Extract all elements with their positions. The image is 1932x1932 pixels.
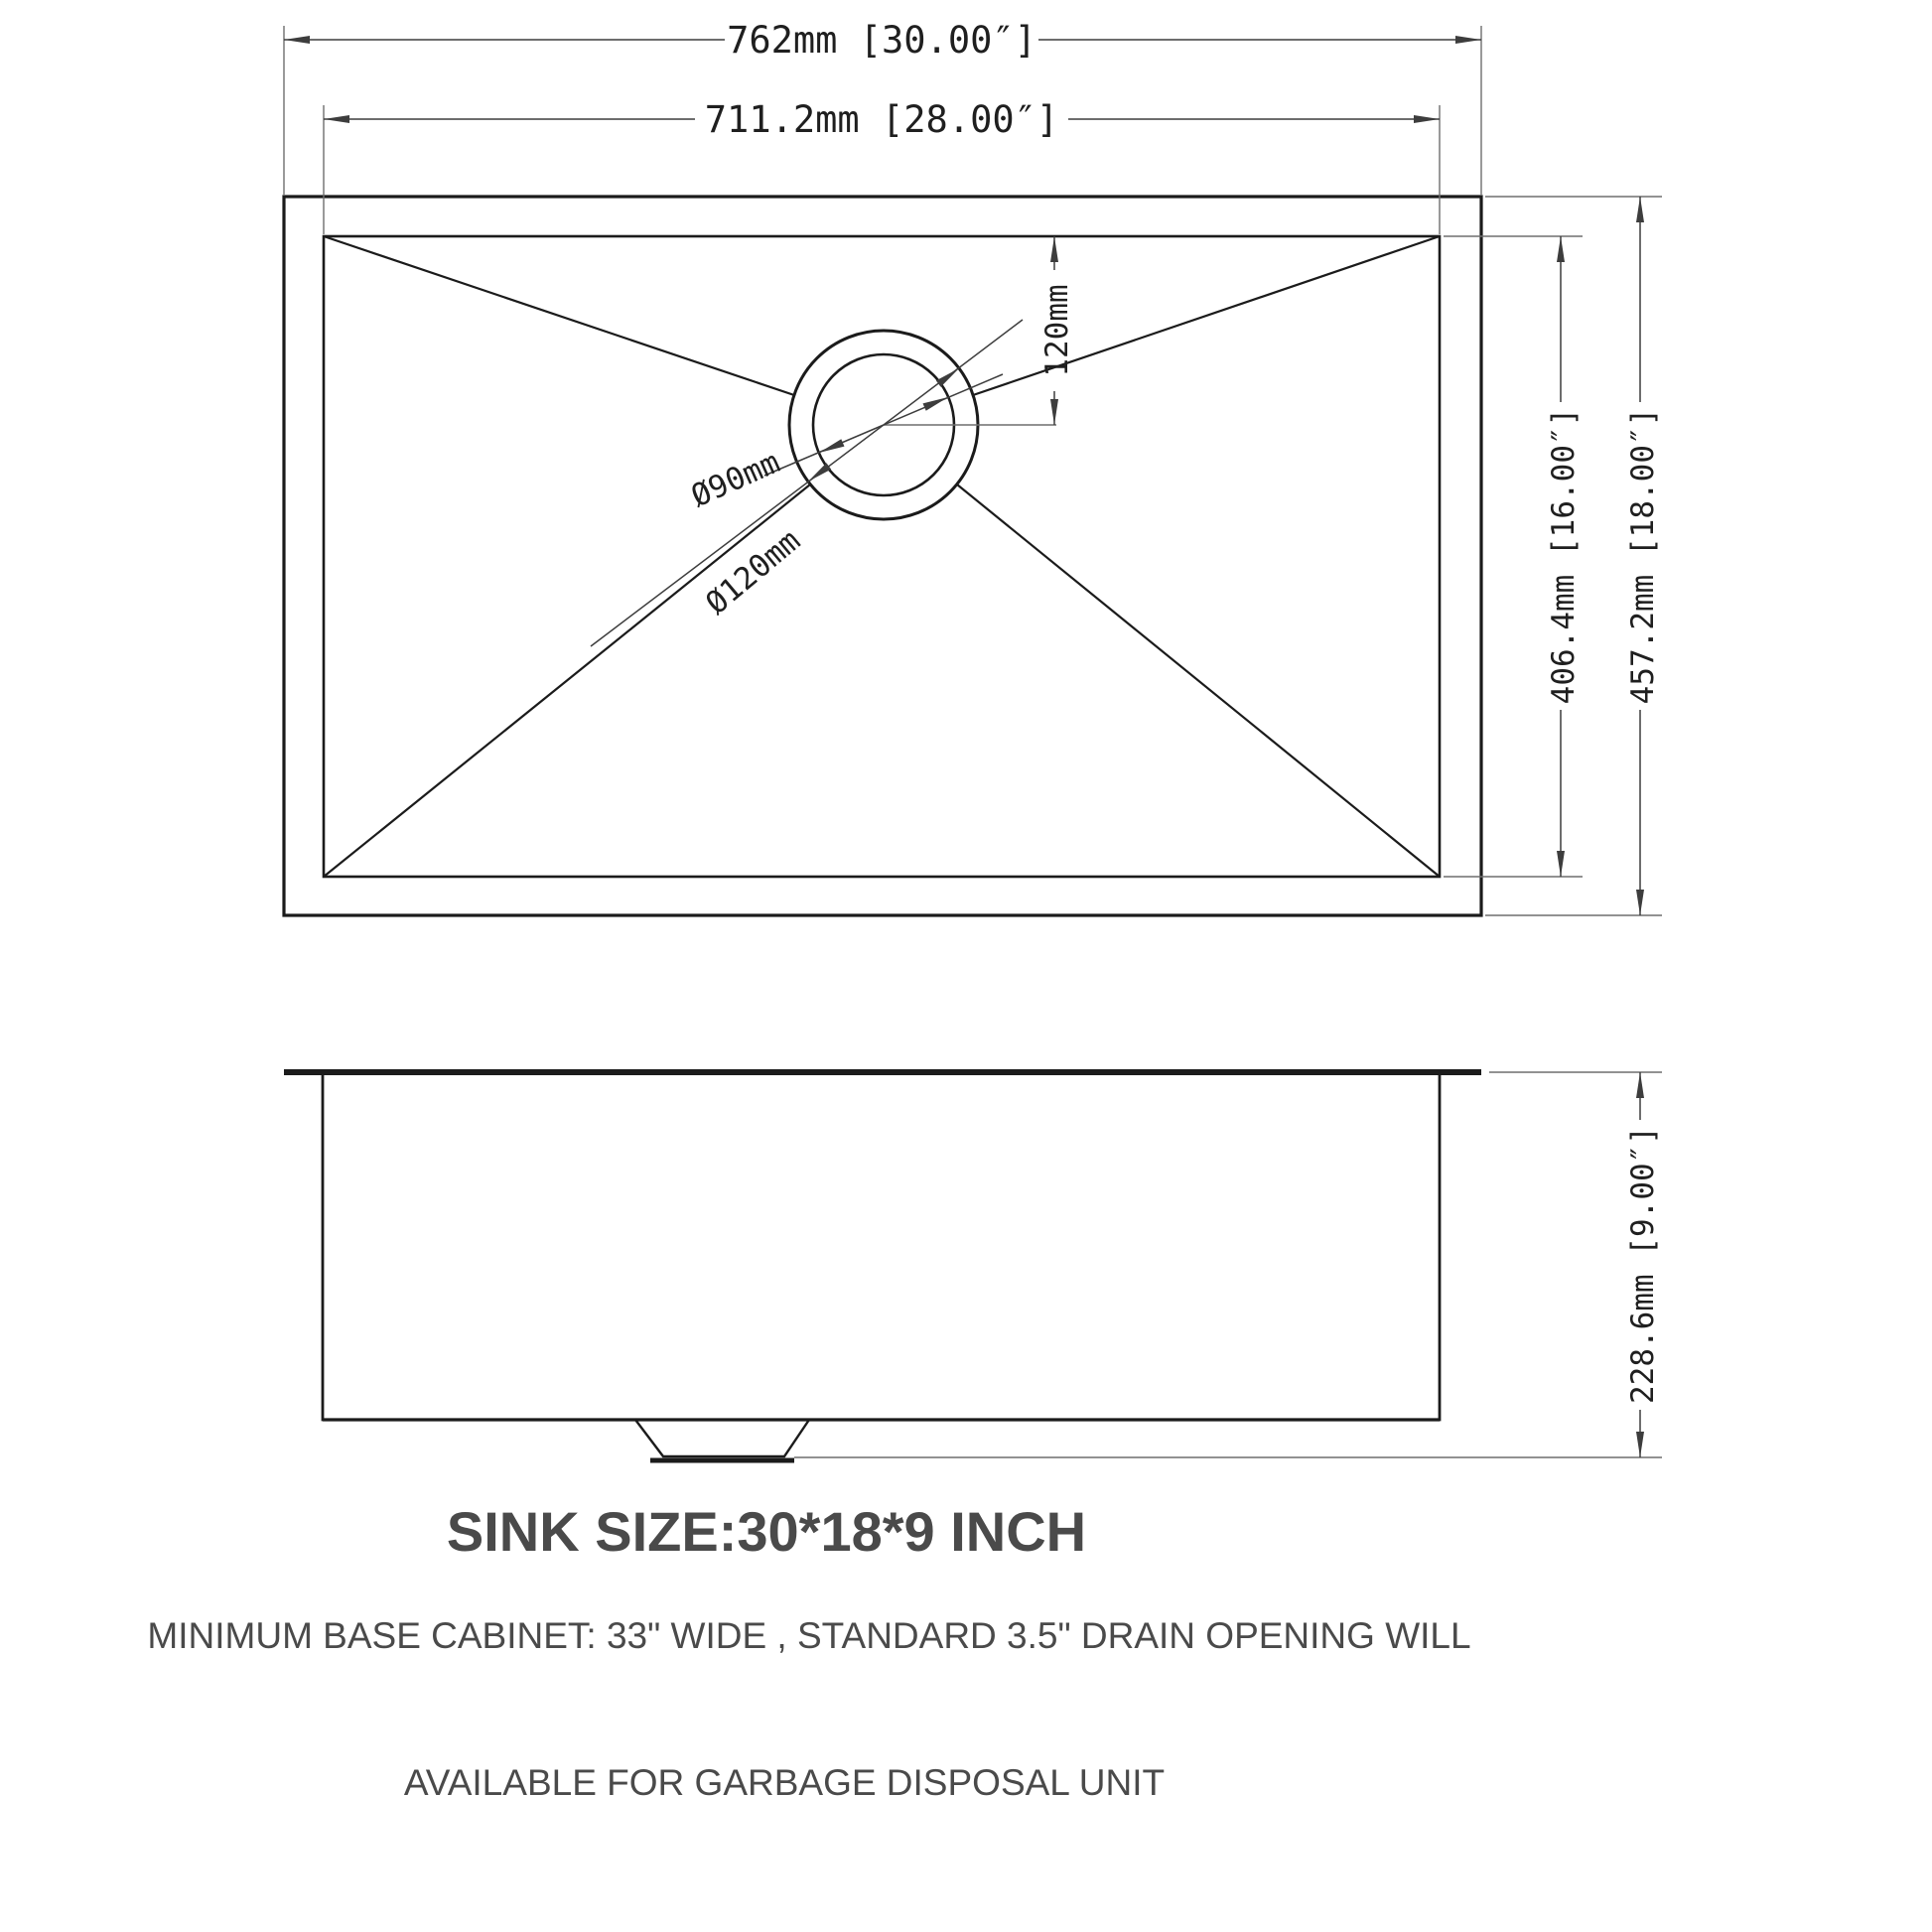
side-drain-outlet xyxy=(635,1420,809,1456)
top-view xyxy=(284,197,1481,915)
arrowhead xyxy=(1636,890,1644,915)
side-body xyxy=(323,1074,1440,1420)
arrowhead xyxy=(324,115,349,123)
bowl-slope-line-tl xyxy=(324,236,794,395)
dimension-lines xyxy=(284,40,1640,1457)
arrowhead xyxy=(1050,399,1058,425)
sink-bowl xyxy=(324,236,1440,877)
arrowhead xyxy=(1636,1072,1644,1098)
dimension-labels xyxy=(686,19,1661,1404)
dim-label-side-height: 228.6mm [9.00″] xyxy=(1625,1126,1661,1404)
bowl-slope-line-bl xyxy=(324,484,810,877)
arrowhead xyxy=(1414,115,1440,123)
arrowhead xyxy=(808,463,831,482)
arrowhead xyxy=(1455,36,1481,44)
arrowhead xyxy=(1050,236,1058,262)
dim-label-overall-width: 762mm [30.00″] xyxy=(727,19,1036,62)
arrowhead xyxy=(1557,236,1565,262)
arrowhead xyxy=(923,397,949,411)
dim-label-bowl-depth: 406.4mm [16.00″] xyxy=(1546,407,1582,705)
arrowhead xyxy=(1636,1432,1644,1457)
arrowhead xyxy=(819,439,845,453)
notes-block xyxy=(147,1500,1470,1803)
side-view xyxy=(284,1072,1481,1460)
bowl-slope-line-br xyxy=(957,484,1440,877)
dim-label-bowl-width: 711.2mm [28.00″] xyxy=(704,98,1059,141)
arrowhead xyxy=(284,36,310,44)
arrowhead xyxy=(1636,197,1644,222)
dim-label-drain-outer-diameter: Ø120mm xyxy=(699,522,808,622)
dim-label-overall-depth: 457.2mm [18.00″] xyxy=(1625,407,1661,705)
arrowhead xyxy=(936,368,959,387)
dim-label-drain-offset: 120mm xyxy=(1039,284,1075,377)
note-line-1: MINIMUM BASE CABINET: 33" WIDE , STANDARD 3.5" DRAIN OPENING WILL xyxy=(147,1615,1471,1656)
sink-size-title: SINK SIZE:30*18*9 INCH xyxy=(446,1500,1087,1563)
dim-label-drain-inner-diameter: Ø90mm xyxy=(685,444,785,515)
sink-outer-rim xyxy=(284,197,1481,915)
note-line-2: AVAILABLE FOR GARBAGE DISPOSAL UNIT xyxy=(403,1762,1166,1803)
arrowhead xyxy=(1557,851,1565,877)
